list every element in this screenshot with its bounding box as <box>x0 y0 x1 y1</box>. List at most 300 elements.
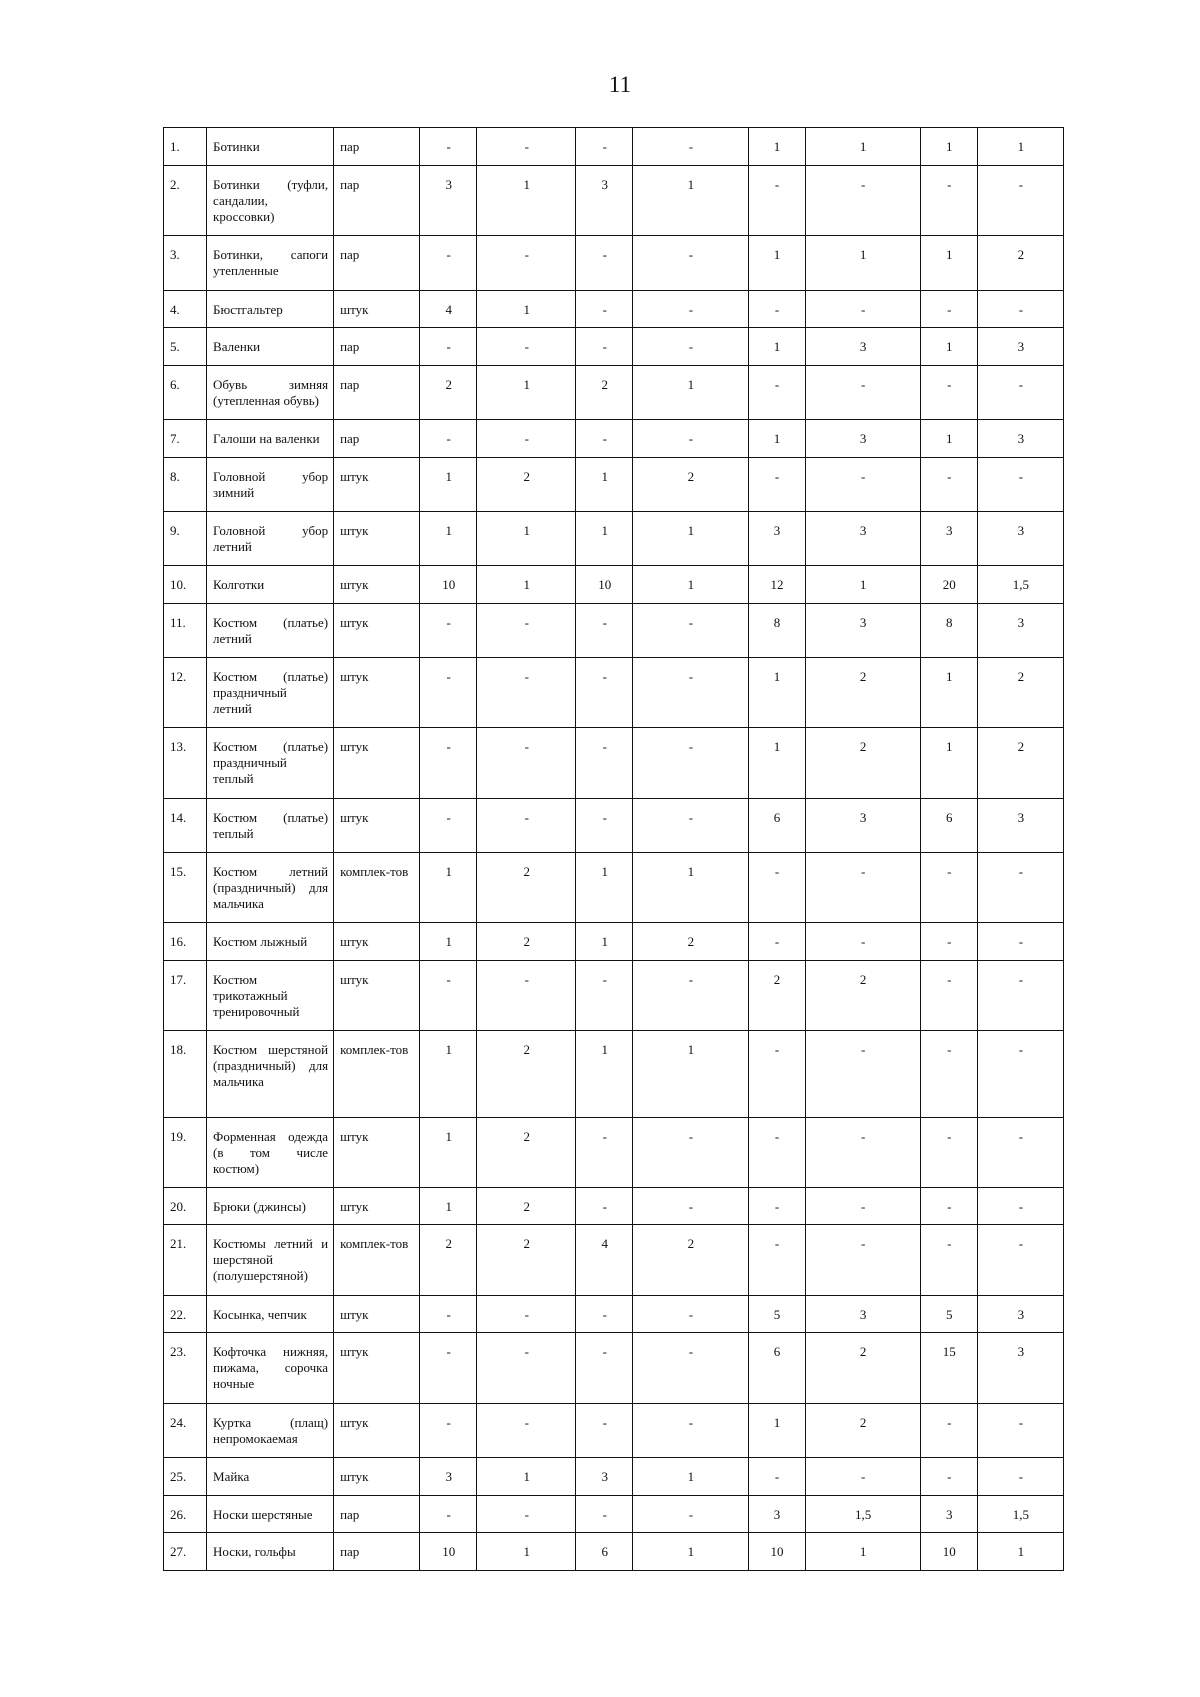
value-cell: - <box>748 1458 805 1496</box>
value-cell: - <box>477 1296 576 1333</box>
value-cell: - <box>920 1118 977 1188</box>
unit-of-measure: штук <box>334 604 420 658</box>
value-cell: - <box>748 1031 805 1118</box>
unit-of-measure: комплек-тов <box>334 853 420 923</box>
value-cell: - <box>977 1118 1063 1188</box>
value-cell: 4 <box>576 1225 633 1296</box>
value-cell: - <box>920 166 977 236</box>
item-name: Форменная одежда (в том числе костюм) <box>207 1118 334 1188</box>
value-cell: - <box>576 961 633 1031</box>
value-cell: 2 <box>477 458 576 512</box>
value-cell: - <box>576 1404 633 1458</box>
row-number: 18. <box>164 1031 207 1118</box>
value-cell: 10 <box>748 1533 805 1571</box>
item-name: Куртка (плащ) непромокаемая <box>207 1404 334 1458</box>
value-cell: - <box>805 1225 920 1296</box>
value-cell: - <box>477 728 576 799</box>
value-cell: - <box>748 366 805 420</box>
item-name: Костюм (платье) летний <box>207 604 334 658</box>
value-cell: - <box>920 1188 977 1225</box>
value-cell: 1 <box>633 512 748 566</box>
item-name: Ботинки <box>207 128 334 166</box>
value-cell: 6 <box>576 1533 633 1571</box>
value-cell: 1 <box>576 923 633 961</box>
value-cell: 5 <box>748 1296 805 1333</box>
value-cell: - <box>477 799 576 853</box>
value-cell: 1 <box>748 236 805 291</box>
value-cell: 1 <box>420 1118 477 1188</box>
table-row <box>164 128 1064 166</box>
value-cell: 1 <box>633 1031 748 1118</box>
value-cell: 1 <box>920 420 977 458</box>
value-cell: 2 <box>576 366 633 420</box>
value-cell: - <box>420 1496 477 1533</box>
table-row <box>164 1296 1064 1333</box>
table-row <box>164 1188 1064 1225</box>
row-number: 24. <box>164 1404 207 1458</box>
value-cell: 2 <box>748 961 805 1031</box>
table-row <box>164 166 1064 236</box>
row-number: 26. <box>164 1496 207 1533</box>
row-number: 6. <box>164 366 207 420</box>
value-cell: - <box>633 961 748 1031</box>
value-cell: 3 <box>420 166 477 236</box>
item-name: Головной убор зимний <box>207 458 334 512</box>
value-cell: - <box>977 1458 1063 1496</box>
value-cell: - <box>920 1404 977 1458</box>
item-name: Костюм трикотажный тренировочный <box>207 961 334 1031</box>
value-cell: - <box>977 853 1063 923</box>
value-cell: - <box>420 604 477 658</box>
value-cell: 3 <box>977 1333 1063 1404</box>
unit-of-measure: штук <box>334 291 420 328</box>
value-cell: 1 <box>420 512 477 566</box>
row-number: 27. <box>164 1533 207 1571</box>
table-row <box>164 658 1064 728</box>
value-cell: 2 <box>420 366 477 420</box>
item-name: Брюки (джинсы) <box>207 1188 334 1225</box>
value-cell: - <box>576 128 633 166</box>
value-cell: 1 <box>920 658 977 728</box>
value-cell: 1 <box>477 566 576 604</box>
value-cell: - <box>748 923 805 961</box>
unit-of-measure: штук <box>334 1458 420 1496</box>
value-cell: 3 <box>977 420 1063 458</box>
row-number: 20. <box>164 1188 207 1225</box>
value-cell: 3 <box>977 512 1063 566</box>
item-name: Костюмы летний и шерстяной (полушерстяной) <box>207 1225 334 1296</box>
value-cell: 2 <box>977 658 1063 728</box>
value-cell: 1 <box>805 1533 920 1571</box>
value-cell: - <box>977 923 1063 961</box>
value-cell: - <box>576 420 633 458</box>
unit-of-measure: комплек-тов <box>334 1225 420 1296</box>
row-number: 14. <box>164 799 207 853</box>
value-cell: - <box>420 799 477 853</box>
value-cell: 1 <box>633 853 748 923</box>
row-number: 9. <box>164 512 207 566</box>
value-cell: 1 <box>477 291 576 328</box>
table-row <box>164 1333 1064 1404</box>
value-cell: - <box>477 328 576 366</box>
value-cell: 1 <box>805 236 920 291</box>
value-cell: 1 <box>420 853 477 923</box>
unit-of-measure: пар <box>334 366 420 420</box>
value-cell: - <box>920 1458 977 1496</box>
value-cell: - <box>748 853 805 923</box>
value-cell: 2 <box>633 458 748 512</box>
value-cell: 3 <box>805 420 920 458</box>
item-name: Косынка, чепчик <box>207 1296 334 1333</box>
unit-of-measure: штук <box>334 728 420 799</box>
value-cell: - <box>420 328 477 366</box>
value-cell: - <box>477 1404 576 1458</box>
table-row <box>164 1225 1064 1296</box>
unit-of-measure: пар <box>334 166 420 236</box>
value-cell: 1 <box>977 128 1063 166</box>
value-cell: 1,5 <box>977 566 1063 604</box>
value-cell: 2 <box>977 236 1063 291</box>
value-cell: - <box>633 236 748 291</box>
value-cell: - <box>477 128 576 166</box>
table-row <box>164 420 1064 458</box>
value-cell: 3 <box>805 1296 920 1333</box>
value-cell: - <box>977 458 1063 512</box>
value-cell: - <box>633 128 748 166</box>
unit-of-measure: пар <box>334 236 420 291</box>
item-name: Валенки <box>207 328 334 366</box>
value-cell: - <box>977 1188 1063 1225</box>
unit-of-measure: штук <box>334 1404 420 1458</box>
value-cell: - <box>633 1496 748 1533</box>
value-cell: - <box>977 1031 1063 1118</box>
value-cell: 1 <box>633 366 748 420</box>
value-cell: - <box>920 923 977 961</box>
value-cell: 1 <box>420 458 477 512</box>
value-cell: - <box>576 1296 633 1333</box>
value-cell: - <box>805 923 920 961</box>
unit-of-measure: штук <box>334 1333 420 1404</box>
value-cell: 5 <box>920 1296 977 1333</box>
row-number: 11. <box>164 604 207 658</box>
value-cell: - <box>748 458 805 512</box>
value-cell: 2 <box>477 853 576 923</box>
value-cell: 1 <box>633 1458 748 1496</box>
table-row <box>164 1458 1064 1496</box>
table-row <box>164 1404 1064 1458</box>
value-cell: - <box>477 236 576 291</box>
value-cell: - <box>633 1404 748 1458</box>
unit-of-measure: пар <box>334 420 420 458</box>
value-cell: - <box>805 166 920 236</box>
value-cell: 3 <box>576 166 633 236</box>
value-cell: 10 <box>420 566 477 604</box>
unit-of-measure: штук <box>334 658 420 728</box>
item-name: Костюм шерстяной (праздничный) для мальчика <box>207 1031 334 1118</box>
value-cell: - <box>420 128 477 166</box>
unit-of-measure: штук <box>334 566 420 604</box>
item-name: Бюстгальтер <box>207 291 334 328</box>
table-row <box>164 1533 1064 1571</box>
unit-of-measure: штук <box>334 1296 420 1333</box>
value-cell: 1 <box>576 458 633 512</box>
value-cell: 1 <box>633 166 748 236</box>
row-number: 3. <box>164 236 207 291</box>
value-cell: - <box>977 166 1063 236</box>
value-cell: 1 <box>633 566 748 604</box>
value-cell: 1 <box>477 512 576 566</box>
value-cell: - <box>805 366 920 420</box>
value-cell: 1 <box>748 420 805 458</box>
value-cell: - <box>633 328 748 366</box>
unit-of-measure: штук <box>334 799 420 853</box>
value-cell: - <box>420 1296 477 1333</box>
value-cell: - <box>920 458 977 512</box>
value-cell: - <box>920 853 977 923</box>
norms-table <box>163 127 1064 1571</box>
value-cell: - <box>420 236 477 291</box>
value-cell: 1 <box>748 128 805 166</box>
table-body <box>164 128 1064 1571</box>
value-cell: - <box>977 291 1063 328</box>
value-cell: - <box>477 420 576 458</box>
value-cell: - <box>748 1225 805 1296</box>
table-row <box>164 1031 1064 1118</box>
value-cell: 12 <box>748 566 805 604</box>
value-cell: 15 <box>920 1333 977 1404</box>
value-cell: 2 <box>633 923 748 961</box>
table-row <box>164 728 1064 799</box>
value-cell: - <box>576 328 633 366</box>
value-cell: 1 <box>576 1031 633 1118</box>
value-cell: - <box>977 1404 1063 1458</box>
unit-of-measure: штук <box>334 458 420 512</box>
table-row <box>164 1496 1064 1533</box>
value-cell: - <box>420 658 477 728</box>
table-row <box>164 853 1064 923</box>
row-number: 25. <box>164 1458 207 1496</box>
value-cell: - <box>633 1188 748 1225</box>
value-cell: 3 <box>748 1496 805 1533</box>
value-cell: 10 <box>920 1533 977 1571</box>
value-cell: - <box>805 458 920 512</box>
value-cell: 3 <box>977 604 1063 658</box>
row-number: 16. <box>164 923 207 961</box>
value-cell: - <box>805 1188 920 1225</box>
value-cell: 1 <box>477 366 576 420</box>
value-cell: - <box>805 291 920 328</box>
unit-of-measure: пар <box>334 128 420 166</box>
unit-of-measure: штук <box>334 512 420 566</box>
value-cell: - <box>633 1118 748 1188</box>
value-cell: - <box>420 961 477 1031</box>
value-cell: 4 <box>420 291 477 328</box>
row-number: 17. <box>164 961 207 1031</box>
table-row <box>164 566 1064 604</box>
value-cell: 10 <box>576 566 633 604</box>
value-cell: 1,5 <box>805 1496 920 1533</box>
table-row <box>164 458 1064 512</box>
row-number: 22. <box>164 1296 207 1333</box>
value-cell: - <box>633 604 748 658</box>
value-cell: 1 <box>576 853 633 923</box>
item-name: Кофточка нижняя, пижама, сорочка ночные <box>207 1333 334 1404</box>
item-name: Колготки <box>207 566 334 604</box>
row-number: 1. <box>164 128 207 166</box>
value-cell: 6 <box>748 799 805 853</box>
value-cell: - <box>748 291 805 328</box>
value-cell: 1 <box>920 328 977 366</box>
value-cell: 2 <box>477 1118 576 1188</box>
value-cell: 8 <box>748 604 805 658</box>
value-cell: 1 <box>633 1533 748 1571</box>
value-cell: - <box>420 728 477 799</box>
value-cell: - <box>633 1333 748 1404</box>
value-cell: - <box>633 291 748 328</box>
row-number: 4. <box>164 291 207 328</box>
value-cell: - <box>633 420 748 458</box>
value-cell: - <box>748 1118 805 1188</box>
value-cell: 1 <box>420 923 477 961</box>
value-cell: - <box>977 961 1063 1031</box>
item-name: Костюм (платье) праздничный летний <box>207 658 334 728</box>
value-cell: 3 <box>977 328 1063 366</box>
value-cell: - <box>633 658 748 728</box>
value-cell: 8 <box>920 604 977 658</box>
table-row <box>164 961 1064 1031</box>
value-cell: - <box>420 1404 477 1458</box>
value-cell: 3 <box>748 512 805 566</box>
value-cell: 1 <box>477 1458 576 1496</box>
value-cell: - <box>576 1118 633 1188</box>
value-cell: 3 <box>420 1458 477 1496</box>
unit-of-measure: пар <box>334 1496 420 1533</box>
row-number: 2. <box>164 166 207 236</box>
value-cell: 2 <box>805 658 920 728</box>
unit-of-measure: штук <box>334 1188 420 1225</box>
value-cell: - <box>920 1225 977 1296</box>
unit-of-measure: пар <box>334 328 420 366</box>
value-cell: - <box>477 604 576 658</box>
value-cell: 2 <box>805 1404 920 1458</box>
value-cell: 1,5 <box>977 1496 1063 1533</box>
value-cell: - <box>576 1496 633 1533</box>
value-cell: 3 <box>805 799 920 853</box>
item-name: Головной убор летний <box>207 512 334 566</box>
value-cell: - <box>576 236 633 291</box>
row-number: 23. <box>164 1333 207 1404</box>
value-cell: 20 <box>920 566 977 604</box>
table-row <box>164 799 1064 853</box>
value-cell: - <box>920 366 977 420</box>
value-cell: 2 <box>805 728 920 799</box>
value-cell: 1 <box>805 128 920 166</box>
value-cell: - <box>576 1188 633 1225</box>
value-cell: 1 <box>576 512 633 566</box>
value-cell: - <box>576 604 633 658</box>
value-cell: 1 <box>420 1031 477 1118</box>
value-cell: 2 <box>477 1188 576 1225</box>
value-cell: 1 <box>977 1533 1063 1571</box>
value-cell: 3 <box>920 512 977 566</box>
value-cell: - <box>633 1296 748 1333</box>
value-cell: 3 <box>977 799 1063 853</box>
value-cell: 1 <box>748 658 805 728</box>
table-row <box>164 328 1064 366</box>
table-row <box>164 366 1064 420</box>
value-cell: 1 <box>477 166 576 236</box>
value-cell: 1 <box>477 1533 576 1571</box>
value-cell: 1 <box>748 328 805 366</box>
value-cell: - <box>920 961 977 1031</box>
item-name: Костюм лыжный <box>207 923 334 961</box>
item-name: Ботинки (туфли, сандалии, кроссовки) <box>207 166 334 236</box>
table-row <box>164 512 1064 566</box>
row-number: 15. <box>164 853 207 923</box>
value-cell: 1 <box>920 236 977 291</box>
value-cell: 1 <box>805 566 920 604</box>
item-name: Костюм (платье) праздничный теплый <box>207 728 334 799</box>
item-name: Обувь зимняя (утепленная обувь) <box>207 366 334 420</box>
value-cell: 1 <box>920 128 977 166</box>
row-number: 21. <box>164 1225 207 1296</box>
value-cell: - <box>920 291 977 328</box>
value-cell: 2 <box>477 1225 576 1296</box>
value-cell: 2 <box>977 728 1063 799</box>
value-cell: - <box>748 1188 805 1225</box>
value-cell: 2 <box>805 961 920 1031</box>
unit-of-measure: штук <box>334 961 420 1031</box>
row-number: 7. <box>164 420 207 458</box>
item-name: Ботинки, сапоги утепленные <box>207 236 334 291</box>
value-cell: - <box>633 799 748 853</box>
row-number: 5. <box>164 328 207 366</box>
item-name: Костюм (платье) теплый <box>207 799 334 853</box>
value-cell: - <box>576 728 633 799</box>
value-cell: 2 <box>805 1333 920 1404</box>
value-cell: - <box>477 961 576 1031</box>
value-cell: - <box>477 1496 576 1533</box>
value-cell: - <box>748 166 805 236</box>
value-cell: - <box>805 853 920 923</box>
value-cell: 3 <box>576 1458 633 1496</box>
table-row <box>164 604 1064 658</box>
value-cell: 1 <box>748 1404 805 1458</box>
table-row <box>164 291 1064 328</box>
item-name: Костюм летний (праздничный) для мальчика <box>207 853 334 923</box>
table-row <box>164 1118 1064 1188</box>
item-name: Майка <box>207 1458 334 1496</box>
value-cell: 1 <box>420 1188 477 1225</box>
value-cell: - <box>977 366 1063 420</box>
value-cell: - <box>477 1333 576 1404</box>
value-cell: 3 <box>805 604 920 658</box>
value-cell: 10 <box>420 1533 477 1571</box>
value-cell: - <box>477 658 576 728</box>
value-cell: 3 <box>805 512 920 566</box>
row-number: 19. <box>164 1118 207 1188</box>
value-cell: 1 <box>748 728 805 799</box>
value-cell: - <box>805 1458 920 1496</box>
value-cell: - <box>977 1225 1063 1296</box>
unit-of-measure: штук <box>334 1118 420 1188</box>
value-cell: - <box>576 799 633 853</box>
value-cell: - <box>576 658 633 728</box>
page-number: 11 <box>608 72 632 97</box>
value-cell: 2 <box>477 923 576 961</box>
value-cell: 1 <box>920 728 977 799</box>
unit-of-measure: штук <box>334 923 420 961</box>
